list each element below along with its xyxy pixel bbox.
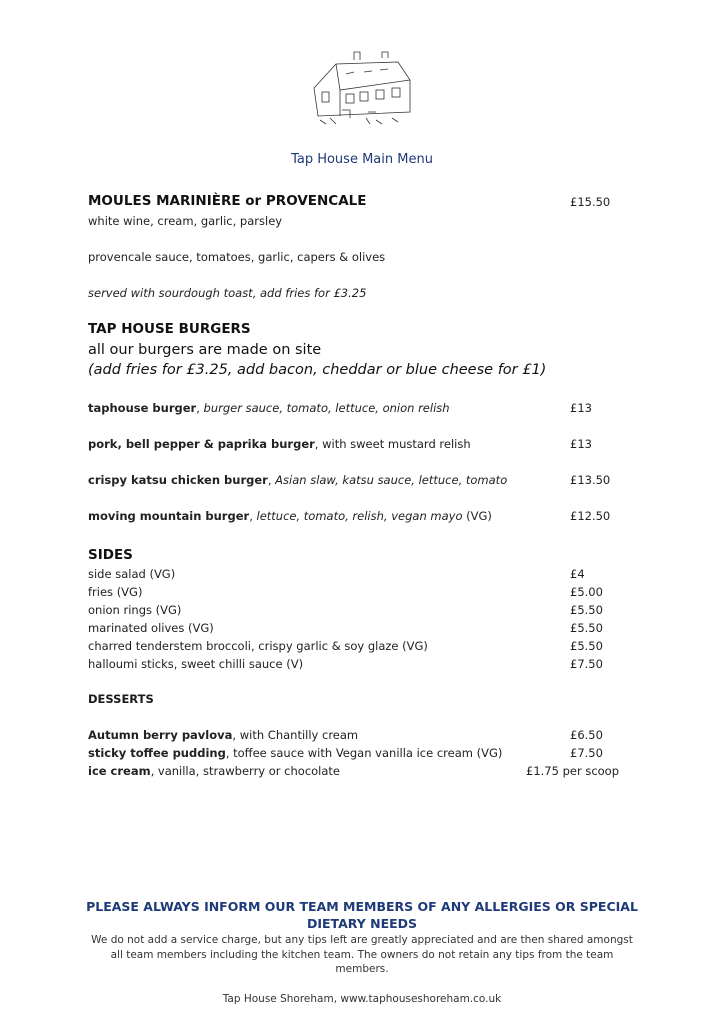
burger-item [88, 401, 450, 415]
burger-diet-tag: (VG) [462, 509, 492, 523]
burgers-subheading: all our burgers are made on site [88, 342, 322, 358]
dessert-name: sticky toffee pudding [88, 746, 226, 760]
side-price: £7.50 [570, 657, 603, 671]
side-item: halloumi sticks, sweet chilli sauce (V) [88, 657, 304, 671]
dessert-name: Autumn berry pavlova [88, 728, 233, 742]
side-item: fries (VG) [88, 585, 143, 599]
burgers-addons-note: (add fries for £3.25, add bacon, cheddar or blue cheese for £1) [88, 362, 547, 378]
burger-description: lettuce, tomato, relish, vegan mayo [256, 509, 463, 523]
dessert-name: ice cream [88, 764, 151, 778]
dessert-item [88, 728, 358, 742]
burger-item [88, 473, 507, 487]
burger-price: £13.50 [570, 473, 611, 487]
burger-name: moving mountain burger [88, 509, 250, 523]
desserts-heading: DESSERTS [88, 692, 154, 706]
moules-line-2: provencale sauce, tomatoes, garlic, capers & olives [88, 250, 386, 264]
burger-separator: , [249, 509, 257, 523]
burger-name: crispy katsu chicken burger [88, 473, 268, 487]
side-item: onion rings (VG) [88, 603, 182, 617]
burger-separator: , [314, 437, 323, 451]
dessert-price: £7.50 [570, 746, 603, 760]
burger-price: £13 [570, 401, 592, 415]
moules-line-3: served with sourdough toast, add fries for £3.25 [88, 286, 367, 300]
burger-item [88, 509, 492, 523]
moules-heading: MOULES MARINIÈRE or PROVENCALE [88, 193, 367, 209]
footer-contact: Tap House Shoreham, www.taphouseshoreham.co.uk [222, 993, 502, 1005]
dessert-description: , vanilla, strawberry or chocolate [150, 764, 341, 778]
allergy-notice: PLEASE ALWAYS INFORM OUR TEAM MEMBERS OF ANY ALLERGIES OR SPECIAL DIETARY NEEDS [86, 899, 638, 931]
service-charge-notice: We do not add a service charge, but any tips left are greatly appreciated and are then shared amongst all team members including the kitchen team. The owners do not retain any tips from the team members. [91, 934, 633, 975]
burger-description: burger sauce, tomato, lettuce, onion relish [203, 401, 450, 415]
burger-price: £13 [570, 437, 592, 451]
burger-name: pork, bell pepper & paprika burger [88, 437, 315, 451]
burger-separator: , [267, 473, 276, 487]
burger-separator: , [196, 401, 204, 415]
side-price: £4 [570, 567, 585, 581]
menu-title: Tap House Main Menu [291, 152, 433, 167]
burger-description: Asian slaw, katsu sauce, lettuce, tomato [275, 473, 508, 487]
side-item: charred tenderstem broccoli, crispy garlic & soy glaze (VG) [88, 639, 428, 653]
dessert-description: , with Chantilly cream [232, 728, 359, 742]
sides-heading: SIDES [88, 547, 133, 563]
moules-price: £15.50 [570, 195, 611, 209]
dessert-price: £6.50 [570, 728, 603, 742]
side-price: £5.50 [570, 603, 603, 617]
dessert-item [88, 746, 502, 760]
side-price: £5.50 [570, 621, 603, 635]
side-price: £5.00 [570, 585, 603, 599]
burger-description: with sweet mustard relish [322, 437, 471, 451]
moules-line-1: white wine, cream, garlic, parsley [88, 214, 283, 228]
dessert-description: , toffee sauce with Vegan vanilla ice cream (VG) [225, 746, 503, 760]
burger-name: taphouse burger [88, 401, 197, 415]
side-price: £5.50 [570, 639, 603, 653]
dessert-item [88, 764, 340, 778]
burger-item [88, 437, 471, 451]
side-item: marinated olives (VG) [88, 621, 214, 635]
burgers-heading: TAP HOUSE BURGERS [88, 321, 251, 337]
dessert-price: £1.75 per scoop [526, 764, 620, 778]
side-item: side salad (VG) [88, 567, 176, 581]
pub-building-sketch-icon [306, 50, 416, 130]
burger-price: £12.50 [570, 509, 611, 523]
